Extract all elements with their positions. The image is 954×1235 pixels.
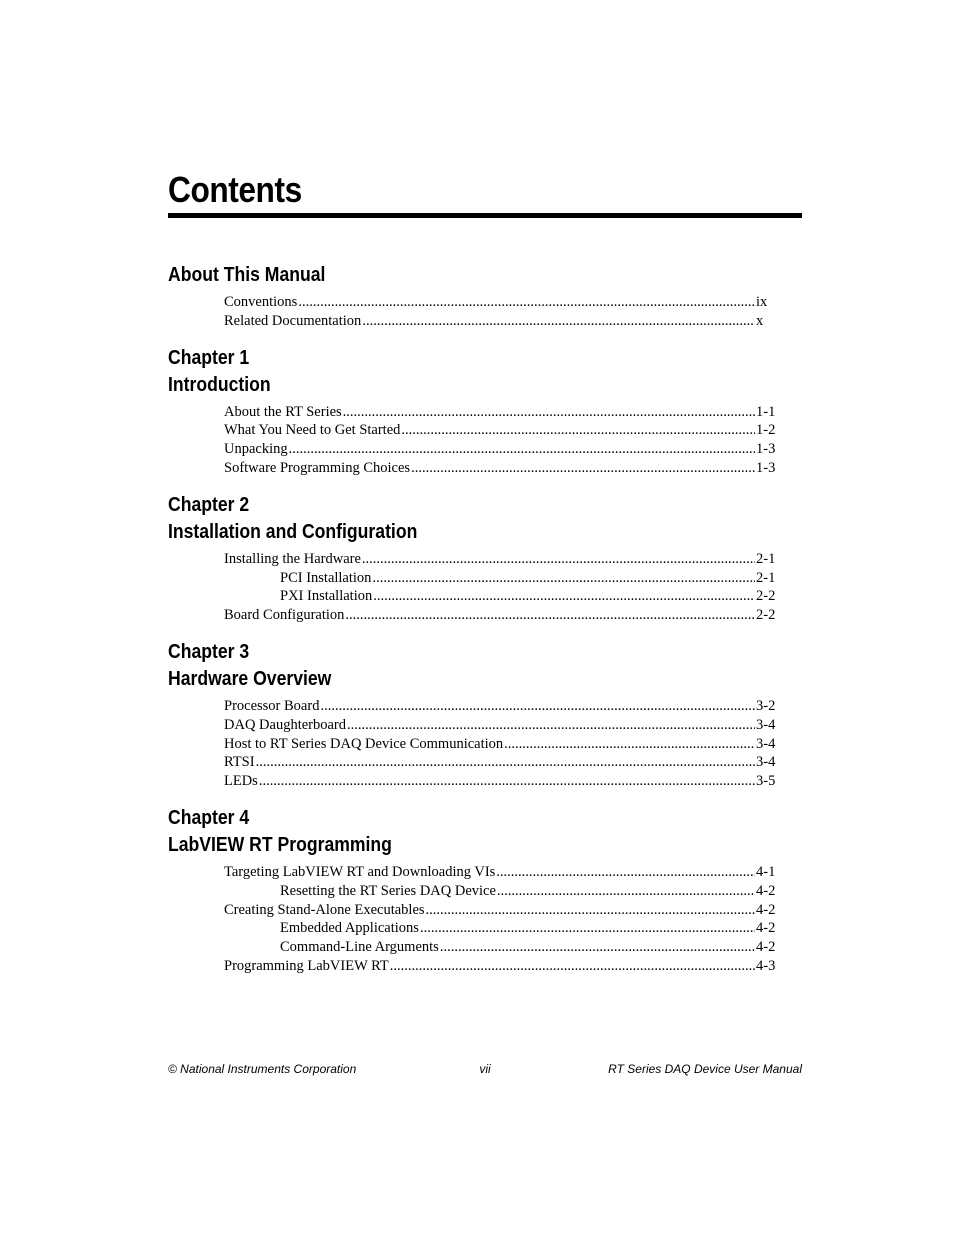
toc-entry-page: 3-4	[756, 735, 776, 752]
toc-section	[168, 345, 776, 478]
toc-entry-page: 4-2	[756, 920, 776, 937]
toc-entry-page: 4-1	[756, 863, 776, 880]
toc-entry[interactable]	[168, 901, 776, 920]
toc-entry[interactable]	[168, 459, 776, 478]
toc-entry-page: 1-3	[756, 459, 776, 476]
toc-entry-page: 4-3	[756, 957, 776, 974]
dot-leader	[362, 550, 755, 569]
dot-leader	[347, 716, 755, 735]
dot-leader	[401, 421, 755, 440]
section-heading: Introduction	[168, 373, 271, 396]
toc-entry[interactable]	[168, 293, 776, 312]
dot-leader	[390, 957, 755, 976]
toc-entry-title: Unpacking	[224, 441, 288, 458]
toc-entry-title: Resetting the RT Series DAQ Device	[280, 882, 496, 899]
toc-entry-page: 4-2	[756, 939, 776, 956]
toc-entry[interactable]	[168, 403, 776, 422]
toc-entry-title: Targeting LabVIEW RT and Downloading VIs	[224, 863, 496, 880]
toc-entry-title: What You Need to Get Started	[224, 422, 401, 439]
toc-entry[interactable]	[168, 697, 776, 716]
toc-entry-title: Related Documentation	[224, 312, 362, 329]
toc-section	[168, 805, 776, 976]
toc-entry[interactable]	[168, 569, 776, 588]
footer-copyright: © National Instruments Corporation	[168, 1062, 357, 1076]
dot-leader	[256, 753, 755, 772]
toc-section	[168, 639, 776, 791]
toc-entry-title: LEDs	[224, 773, 258, 790]
section-heading: About This Manual	[168, 264, 326, 286]
dot-leader	[411, 459, 755, 478]
chapter-number-heading: Chapter 3	[168, 640, 250, 663]
toc-entry-title: Software Programming Choices	[224, 459, 411, 476]
toc-entry-page: 2-2	[756, 607, 776, 624]
dot-leader	[298, 293, 755, 312]
section-heading: LabVIEW RT Programming	[168, 833, 392, 856]
toc-entry-page: 4-2	[756, 882, 776, 899]
dot-leader	[504, 735, 755, 754]
toc-entry-page: 2-1	[756, 569, 776, 586]
toc-entry[interactable]	[168, 421, 776, 440]
toc-section	[168, 262, 776, 331]
toc-entry-title: PCI Installation	[280, 569, 372, 586]
toc-entry-page: x	[756, 312, 764, 329]
dot-leader	[497, 882, 755, 901]
dot-leader	[372, 569, 755, 588]
toc-entry-title: Command-Line Arguments	[280, 939, 439, 956]
toc-entry-page: 4-2	[756, 901, 776, 918]
toc-entry-page: 3-5	[756, 773, 776, 790]
section-heading: Hardware Overview	[168, 667, 332, 690]
dot-leader	[373, 587, 755, 606]
dot-leader	[345, 606, 755, 625]
toc-entry-list	[168, 550, 776, 625]
toc-entry-page: 2-1	[756, 550, 776, 567]
toc-entry-title: Embedded Applications	[280, 920, 419, 937]
toc-entry[interactable]	[168, 735, 776, 754]
toc-entry[interactable]	[168, 716, 776, 735]
dot-leader	[420, 919, 755, 938]
dot-leader	[496, 863, 755, 882]
toc-entry-title: Conventions	[224, 294, 298, 310]
toc-entry[interactable]	[168, 772, 776, 791]
chapter-number-heading: Chapter 4	[168, 806, 250, 829]
toc-entry[interactable]	[168, 587, 776, 606]
chapter-number-heading: Chapter 2	[168, 493, 250, 516]
toc-entry-page: 1-2	[756, 422, 776, 439]
toc-entry-page: 2-2	[756, 588, 776, 605]
toc-entry-page: 3-4	[756, 754, 776, 771]
toc-entry-title: Creating Stand-Alone Executables	[224, 901, 425, 918]
toc-entry[interactable]	[168, 753, 776, 772]
page-footer	[168, 1062, 802, 1076]
page-title: Contents	[168, 169, 302, 210]
toc-entry-page: 1-1	[756, 403, 776, 420]
dot-leader	[320, 697, 755, 716]
footer-manual-title: RT Series DAQ Device User Manual	[608, 1062, 802, 1076]
section-heading: Installation and Configuration	[168, 520, 418, 543]
toc-entry-page: 3-4	[756, 716, 776, 733]
toc-entry-page: 1-3	[756, 441, 776, 458]
footer-page-number: vii	[479, 1062, 491, 1076]
toc-entry[interactable]	[168, 882, 776, 901]
toc-entry-list	[168, 697, 776, 791]
dot-leader	[259, 772, 755, 791]
toc-entry-title: Board Configuration	[224, 607, 345, 624]
dot-leader	[362, 312, 755, 331]
toc-entry-title: About the RT Series	[224, 403, 342, 420]
toc-entry-title: Programming LabVIEW RT	[224, 957, 389, 974]
toc-entry-title: RTSI	[224, 754, 255, 771]
dot-leader	[440, 938, 755, 957]
title-rule	[168, 213, 802, 218]
toc-entry-list	[168, 863, 776, 976]
dot-leader	[289, 440, 755, 459]
toc-entry-title: Installing the Hardware	[224, 550, 361, 567]
toc-section	[168, 492, 776, 625]
toc-entry-list	[168, 403, 776, 478]
toc-entry-list	[168, 293, 776, 331]
toc-entry[interactable]	[168, 550, 776, 569]
toc-entry[interactable]	[168, 863, 776, 882]
toc-entry[interactable]	[168, 440, 776, 459]
toc-entry[interactable]	[168, 312, 776, 331]
dot-leader	[426, 901, 755, 920]
toc-entry-title: PXI Installation	[280, 588, 373, 605]
toc-entry[interactable]	[168, 938, 776, 957]
toc-entry-page: 3-2	[756, 697, 776, 714]
toc-entry-page: ix	[756, 294, 768, 310]
dot-leader	[343, 403, 755, 422]
toc-entry[interactable]	[168, 606, 776, 625]
toc-entry[interactable]	[168, 919, 776, 938]
toc-entry-title: DAQ Daughterboard	[224, 716, 347, 733]
table-of-contents	[168, 262, 776, 990]
toc-entry-title: Host to RT Series DAQ Device Communication	[224, 735, 504, 752]
toc-entry-title: Processor Board	[224, 697, 320, 714]
chapter-number-heading: Chapter 1	[168, 346, 250, 369]
toc-entry[interactable]	[168, 957, 776, 976]
